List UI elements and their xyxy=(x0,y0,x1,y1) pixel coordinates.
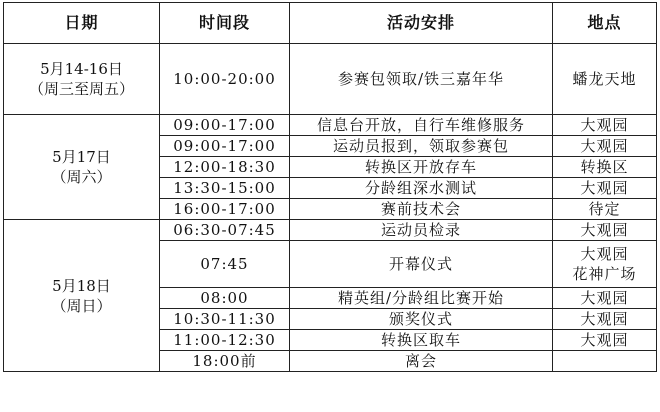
table-row xyxy=(4,115,657,136)
location-cell: 大观园 xyxy=(553,309,657,330)
activity-cell: 精英组/分龄组比赛开始 xyxy=(290,288,553,309)
activity-cell: 运动员报到，领取参赛包 xyxy=(290,136,553,157)
location-line: 花神广场 xyxy=(572,265,637,283)
date-label: 5月18日 xyxy=(52,276,111,295)
activity-cell: 开幕仪式 xyxy=(290,241,553,288)
location-cell: 蟠龙天地 xyxy=(553,44,657,115)
location-cell: 大观园 xyxy=(553,115,657,136)
activity-cell: 转换区开放存车 xyxy=(290,157,553,178)
activity-cell: 分龄组深水测试 xyxy=(290,178,553,199)
time-cell: 09:00-17:00 xyxy=(160,115,290,136)
header-location: 地点 xyxy=(553,3,657,44)
date-label: 5月14-16日 xyxy=(40,60,123,78)
time-cell: 09:00-17:00 xyxy=(160,136,290,157)
activity-cell: 转换区取车 xyxy=(290,330,553,351)
weekday-label: （周六） xyxy=(51,168,112,186)
activity-cell: 运动员检录 xyxy=(290,220,553,241)
table-row xyxy=(4,44,657,115)
activity-cell: 赛前技术会 xyxy=(290,199,553,220)
location-cell xyxy=(553,241,657,288)
event-schedule-table xyxy=(3,2,657,372)
activity-cell: 颁奖仪式 xyxy=(290,309,553,330)
activity-cell: 参赛包领取/铁三嘉年华 xyxy=(290,44,553,115)
table-body xyxy=(4,44,657,372)
activity-cell: 离会 xyxy=(290,351,553,372)
date-label: 5月17日 xyxy=(52,148,111,166)
header-activity: 活动安排 xyxy=(290,3,553,44)
time-cell: 16:00-17:00 xyxy=(160,199,290,220)
table-header xyxy=(4,3,657,44)
location-cell: 大观园 xyxy=(553,220,657,241)
time-cell: 13:30-15:00 xyxy=(160,178,290,199)
location-cell: 转换区 xyxy=(553,157,657,178)
time-cell: 11:00-12:30 xyxy=(160,330,290,351)
date-cell-may-18 xyxy=(4,220,160,372)
location-cell: 待定 xyxy=(553,199,657,220)
location-cell: 大观园 xyxy=(553,330,657,351)
location-cell xyxy=(553,351,657,372)
header-time: 时间段 xyxy=(160,3,290,44)
activity-cell: 信息台开放，自行车维修服务 xyxy=(290,115,553,136)
time-cell: 10:00-20:00 xyxy=(160,44,290,115)
table-row xyxy=(4,220,657,241)
date-cell-may-14-16 xyxy=(4,44,160,115)
time-cell: 07:45 xyxy=(160,241,290,288)
time-cell: 08:00 xyxy=(160,288,290,309)
location-cell: 大观园 xyxy=(553,178,657,199)
weekday-label: （周三至周五） xyxy=(28,80,134,98)
location-cell: 大观园 xyxy=(553,136,657,157)
time-cell: 12:00-18:30 xyxy=(160,157,290,178)
time-cell: 18:00前 xyxy=(160,351,290,372)
location-line: 大观园 xyxy=(580,245,629,263)
weekday-label: （周日） xyxy=(51,296,112,315)
date-cell-may-17 xyxy=(4,115,160,220)
time-cell: 10:30-11:30 xyxy=(160,309,290,330)
time-cell: 06:30-07:45 xyxy=(160,220,290,241)
location-cell: 大观园 xyxy=(553,288,657,309)
header-date: 日期 xyxy=(4,3,160,44)
